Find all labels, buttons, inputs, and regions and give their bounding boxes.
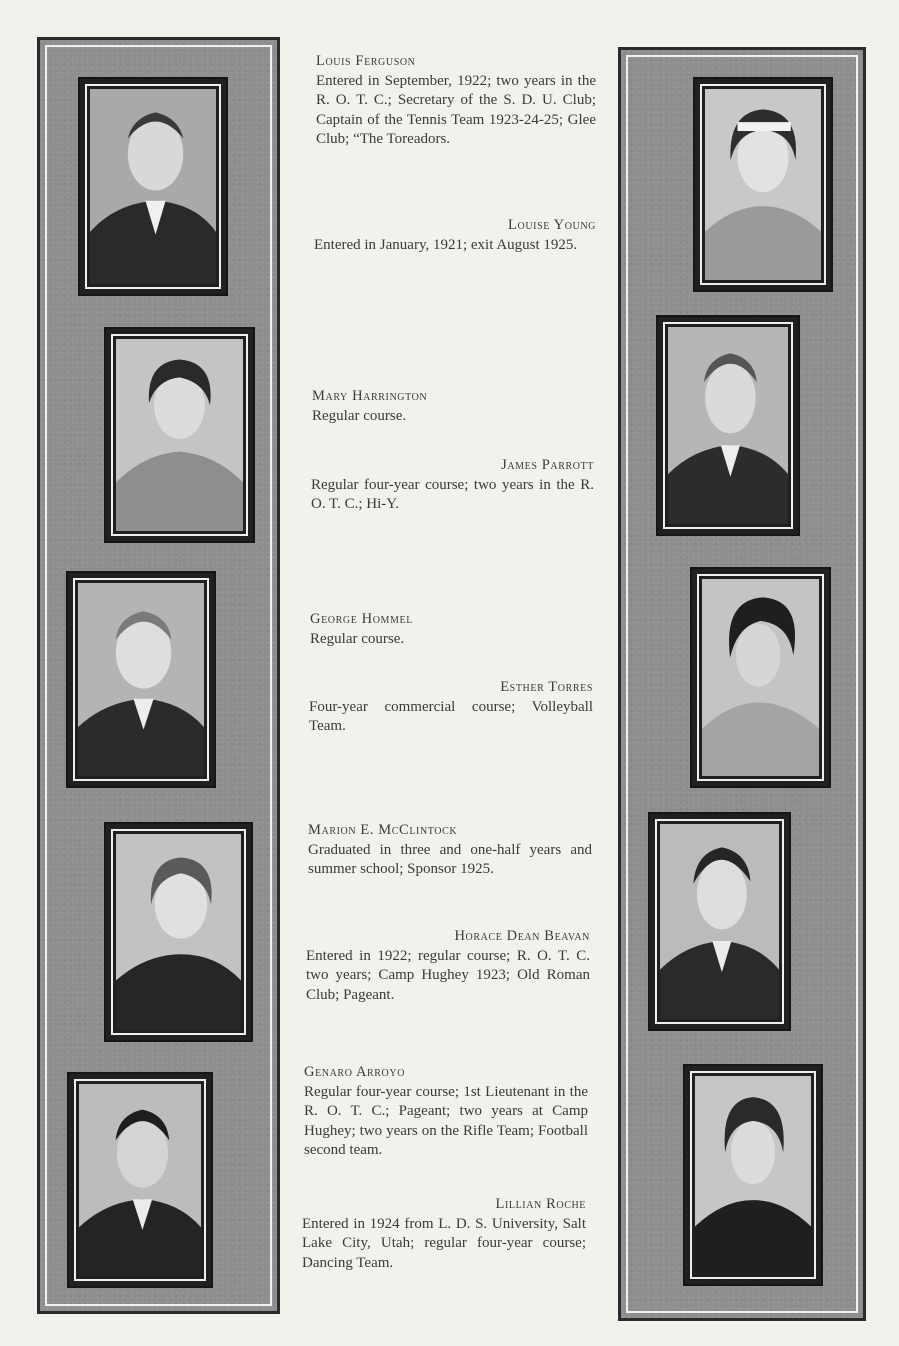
entry-description: Entered in January, 1921; exit August 1925. [314,236,578,253]
entry-description: Four-year commercial course; Volleyball Team. [309,698,593,734]
entry-description: Regular four-year course; two years in the R. O. T. C.; Hi-Y. [311,476,594,512]
entry-marion-mcclintock [308,821,592,880]
entry-description: Entered in 1924 from L. D. S. University, Salt Lake City, Utah; regular four-year course; Dancing Team. [302,1215,586,1271]
entry-louis-ferguson [316,52,596,150]
portrait-louis-ferguson [78,77,228,296]
entry-name: Esther Torres [500,679,593,695]
entry-horace-dean-beavan [306,927,590,1005]
portrait-marion-mcclintock [104,822,253,1042]
entry-name: Marion E. McClintock [308,822,458,838]
entry-name: Mary Harrington [312,388,428,404]
entry-name: Genaro Arroyo [304,1064,406,1080]
portrait-genaro-arroyo [67,1072,213,1288]
portrait-james-parrott [656,315,800,536]
entry-description: Entered in 1922; regular course; R. O. T. C. two years; Camp Hughey 1923; Old Roman Club; Pageant. [306,947,590,1003]
entry-name: Louis Ferguson [316,53,416,69]
entry-name: Horace Dean Beavan [454,928,590,944]
portrait-mary-harrington [104,327,255,543]
entry-george-hommel [310,610,593,649]
portrait-louise-young [693,77,833,292]
entry-esther-torres [309,678,593,737]
portrait-horace-dean-beavan [648,812,791,1031]
entry-description: Regular course. [310,630,405,647]
entry-james-parrott [311,456,594,515]
entry-name: Louise Young [508,217,596,233]
entry-genaro-arroyo [304,1063,588,1161]
entry-description: Graduated in three and one-half years and summer school; Sponsor 1925. [308,841,592,877]
entry-description: Entered in September, 1922; two years in the R. O. T. C.; Secretary of the S. D. U. Club; Captain of the Tennis Team 1923-24-25; Glee Club; “The Toreadors. [316,72,596,147]
entry-name: James Parrott [501,457,594,473]
entry-name: Lillian Roche [495,1196,586,1212]
entry-name: George Hommel [310,611,413,627]
entry-mary-harrington [312,387,594,426]
entry-lillian-roche [302,1195,586,1273]
portrait-esther-torres [690,567,831,788]
entry-description: Regular course. [312,407,407,424]
portrait-george-hommel [66,571,216,788]
portrait-lillian-roche [683,1064,823,1286]
entry-description: Regular four-year course; 1st Lieutenant in the R. O. T. C.; Pageant; two years at Camp Hughey; two years on the Rifle Team; Football second team. [304,1083,588,1158]
entry-louise-young [314,216,596,255]
